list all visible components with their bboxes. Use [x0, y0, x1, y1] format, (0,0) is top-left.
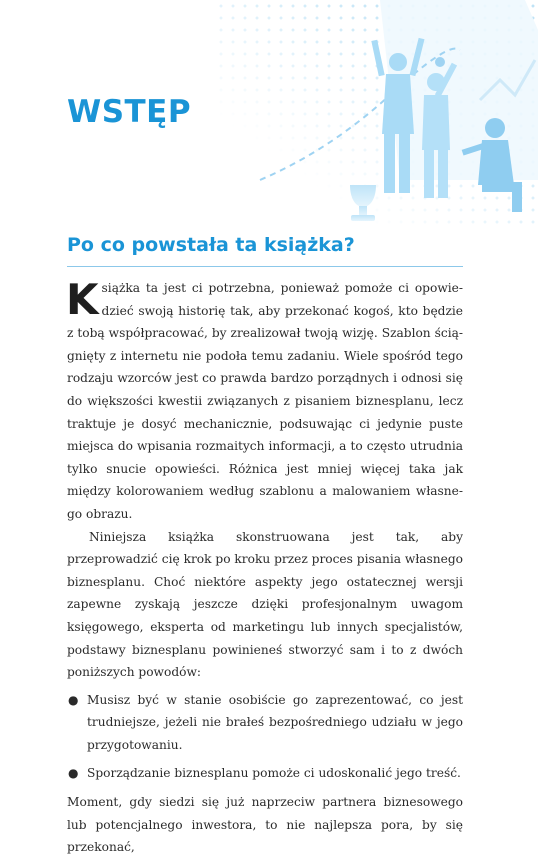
- drop-cap: K: [66, 275, 99, 324]
- body-text: [67, 277, 463, 859]
- list-item-text: Sporządzanie biznesplanu pomoże ci udoskonalić jego treść.: [87, 766, 461, 781]
- paragraph-3: Moment, gdy siedzi się już naprzeciw partnera biznesowego lub potencjalnego inwestora, to nie najlepsza pora, by się przekonać,: [67, 795, 463, 855]
- bullet-icon: ●: [68, 692, 79, 707]
- list-item: [67, 762, 463, 785]
- list-item-text: Musisz być w stanie osobiście go zaprezentować, co jest trudniejsze, jeżeli nie brałeś bezpośredniego udziału w jego przygotowaniu.: [87, 692, 463, 752]
- section-title: Po co powstała ta książka?: [67, 234, 355, 256]
- bullet-list: [67, 689, 463, 785]
- bullet-icon: ●: [68, 766, 79, 781]
- paragraph-2: Niniejsza książka skonstruowana jest tak, aby przeprowadzić cię krok po kroku przez proces pisania własnego biznesplanu. Choć niektóre aspekty jego ostatecznej wersji zapewne zyskają jeszcze dzięki profesjonalnym uwagom księgowego, eksperta od marketingu lub innych specjalistów, podstawy biznesplanu powinieneś stworzyć sam i to z dwóch poniższych powodów:: [67, 529, 463, 680]
- section-divider: [67, 266, 463, 267]
- paragraph-1-text: siążka ta jest ci potrzebna, ponieważ pomoże ci opowiedzieć swoją historię tak, aby przekonać kogoś, kto będzie z tobą współpracować, by zrealizował twoją wizję. Szablon ściągnięty z internetu nie podoła temu zadaniu. Wiele spośród tego rodzaju wzorców jest co prawda bardzo porządnych i odnosi się do większości kwestii związanych z pisaniem biznesplanu, lecz traktuje je dosyć mechanicznie, podsuwając ci jedynie puste miejsca do wpisania rozmaitych informacji, a to często utrudnia tylko snucie opowieści. Różnica jest mniej więcej taka jak między kolorowaniem według szablonu a malowaniem własnego obrazu.: [67, 281, 463, 521]
- chapter-title: WSTĘP: [67, 94, 192, 130]
- business-team-celebration-illustration: [250, 0, 538, 230]
- list-item: [67, 689, 463, 757]
- paragraph-1: [67, 277, 463, 526]
